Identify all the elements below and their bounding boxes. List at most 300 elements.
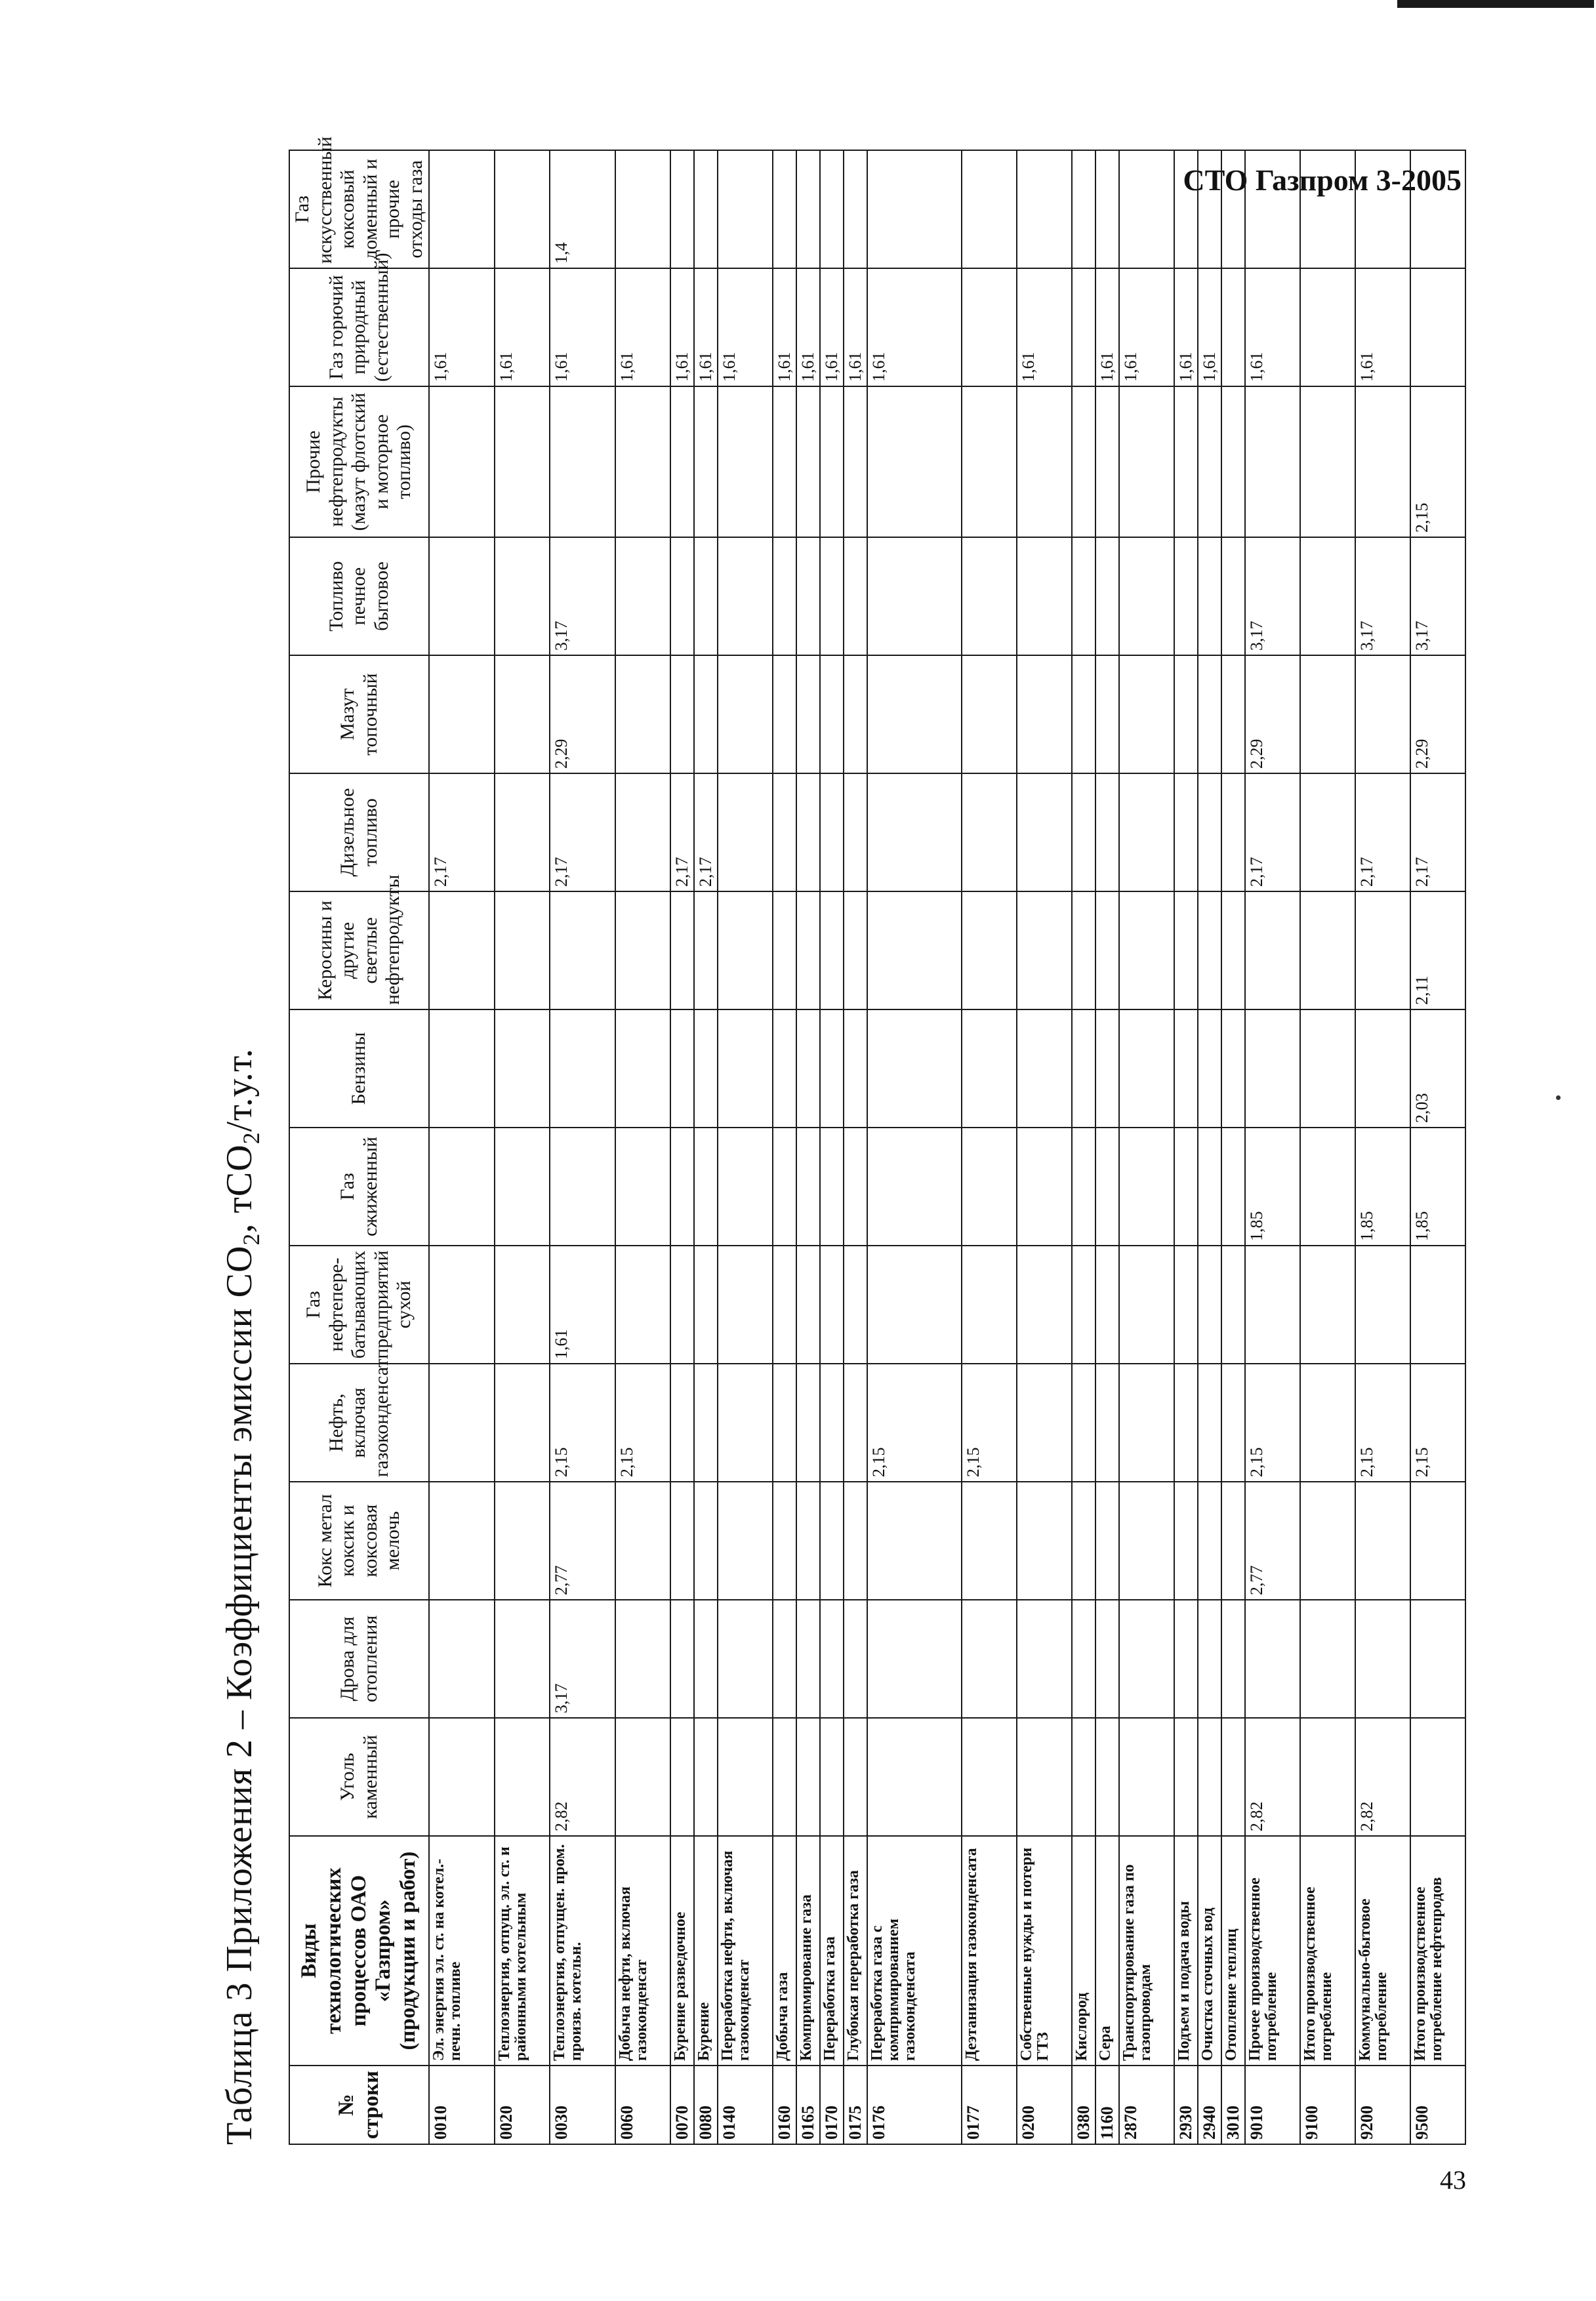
coefficient-cell: 2,15 <box>1410 1364 1465 1482</box>
coefficient-cell <box>867 1128 962 1246</box>
coefficient-cell <box>1245 1009 1300 1128</box>
coefficient-cell <box>1410 268 1465 386</box>
coefficient-cell <box>1300 150 1355 268</box>
coefficient-cell: 1,61 <box>1017 268 1072 386</box>
coefficient-cell <box>1017 1246 1072 1364</box>
row-code: 2870 <box>1119 2066 1174 2144</box>
coefficient-cell <box>495 537 550 655</box>
coefficient-cell: 1,61 <box>1245 268 1300 386</box>
coefficient-cell: 1,4 <box>550 150 615 268</box>
caption-unit: , тСО <box>219 1144 260 1233</box>
column-header: Газ горючий природный (естественный) <box>289 268 429 386</box>
coefficient-cell <box>796 1364 820 1482</box>
coefficient-cell <box>820 1009 844 1128</box>
coefficient-cell <box>844 1009 867 1128</box>
coefficient-cell <box>773 1600 796 1718</box>
coefficient-cell <box>844 1364 867 1482</box>
coefficient-cell <box>1355 655 1410 773</box>
row-process-name: Компримирование газа <box>796 1836 820 2066</box>
coefficient-cell <box>1355 891 1410 1009</box>
row-process-name: Теплоэнергия, отпущ. эл. ст. и районными котельным <box>495 1836 550 2066</box>
coefficient-cell <box>1355 150 1410 268</box>
coefficient-cell <box>1119 1128 1174 1246</box>
coefficient-cell <box>495 1482 550 1600</box>
coefficient-cell: 2,15 <box>1410 386 1465 537</box>
coefficient-cell <box>1300 1128 1355 1246</box>
coefficient-cell <box>820 1246 844 1364</box>
coefficient-cell: 1,61 <box>1355 268 1410 386</box>
coefficient-cell <box>867 1246 962 1364</box>
coefficient-cell <box>962 1718 1017 1836</box>
coefficient-cell <box>694 386 718 537</box>
coefficient-cell <box>1017 1009 1072 1128</box>
coefficient-cell: 2,15 <box>550 1364 615 1482</box>
coefficient-cell <box>1174 773 1198 891</box>
coefficient-cell <box>844 773 867 891</box>
coefficient-cell: 2,17 <box>1410 773 1465 891</box>
coefficient-cell <box>495 1364 550 1482</box>
coefficient-cell <box>718 1600 773 1718</box>
scan-speck <box>1556 1095 1561 1100</box>
coefficient-cell <box>1072 1718 1095 1836</box>
table-row <box>550 150 615 2144</box>
row-process-name: Глубокая переработка газа <box>844 1836 867 2066</box>
coefficient-cell <box>615 773 670 891</box>
coefficient-cell: 3,17 <box>1410 537 1465 655</box>
coefficient-cell <box>718 1009 773 1128</box>
coefficient-cell <box>670 1364 694 1482</box>
coefficient-cell <box>495 1718 550 1836</box>
coefficient-cell <box>718 1718 773 1836</box>
coefficient-cell <box>1017 655 1072 773</box>
row-code: 0160 <box>773 2066 796 2144</box>
coefficient-cell: 1,61 <box>1119 268 1174 386</box>
coefficient-cell <box>1119 1246 1174 1364</box>
coefficient-cell <box>1300 537 1355 655</box>
coefficient-cell <box>867 773 962 891</box>
row-process-name: Эл. энергия эл. ст. на котел.-печн. топливе <box>429 1836 495 2066</box>
column-header: Дизельное топливо <box>289 773 429 891</box>
coefficient-cell <box>694 150 718 268</box>
coefficient-cell <box>796 1009 820 1128</box>
coefficient-cell <box>670 1600 694 1718</box>
coefficient-cell <box>962 150 1017 268</box>
coefficient-cell <box>1072 1246 1095 1364</box>
row-process-name: Кислород <box>1072 1836 1095 2066</box>
caption-prefix: Таблица 3 Приложения 2 – Коэффициенты эмиссии СО <box>219 1245 260 2145</box>
table-row <box>615 150 670 2144</box>
coefficient-cell <box>844 1600 867 1718</box>
coefficient-cell: 1,61 <box>1095 268 1119 386</box>
coefficient-cell <box>962 1246 1017 1364</box>
coefficient-cell: 1,61 <box>796 268 820 386</box>
row-process-name: Переработка газа <box>820 1836 844 2066</box>
coefficient-cell <box>867 1600 962 1718</box>
coefficient-cell <box>867 386 962 537</box>
column-header: Дрова для отопления <box>289 1600 429 1718</box>
coefficient-cell <box>1072 891 1095 1009</box>
coefficient-cell <box>615 1482 670 1600</box>
coefficient-cell: 2,15 <box>962 1364 1017 1482</box>
coefficient-cell <box>1221 386 1245 537</box>
coefficient-cell: 1,85 <box>1410 1128 1465 1246</box>
coefficient-cell <box>1198 1600 1221 1718</box>
coefficient-cell: 1,61 <box>495 268 550 386</box>
coefficient-cell <box>1174 386 1198 537</box>
coefficient-cell <box>429 537 495 655</box>
coefficient-cell: 3,17 <box>1355 537 1410 655</box>
coefficient-cell <box>670 1009 694 1128</box>
coefficient-cell <box>718 386 773 537</box>
caption-sub2: 2 <box>238 1131 265 1145</box>
coefficient-cell: 1,61 <box>694 268 718 386</box>
coefficient-cell <box>844 891 867 1009</box>
coefficient-cell: 2,11 <box>1410 891 1465 1009</box>
coefficient-cell <box>718 891 773 1009</box>
coefficient-cell <box>844 386 867 537</box>
coefficient-cell <box>844 1246 867 1364</box>
coefficient-cell <box>1198 1364 1221 1482</box>
coefficient-cell <box>670 537 694 655</box>
coefficient-cell <box>1221 1718 1245 1836</box>
coefficient-cell <box>820 1718 844 1836</box>
coefficient-cell <box>1017 1364 1072 1482</box>
coefficient-cell <box>962 537 1017 655</box>
coefficient-cell: 2,29 <box>1245 655 1300 773</box>
coefficient-cell <box>429 655 495 773</box>
coefficient-cell: 2,15 <box>615 1364 670 1482</box>
coefficient-cell <box>796 655 820 773</box>
coefficient-cell <box>1355 386 1410 537</box>
coefficient-cell: 1,85 <box>1245 1128 1300 1246</box>
coefficient-cell <box>820 386 844 537</box>
coefficient-cell <box>1119 386 1174 537</box>
coefficient-cell <box>867 150 962 268</box>
row-process-name: Итого производственное потребление нефтепродов <box>1410 1836 1465 2066</box>
coefficient-cell <box>773 1482 796 1600</box>
coefficient-cell <box>718 1482 773 1600</box>
table-row <box>670 150 694 2144</box>
coefficient-cell <box>1355 1009 1410 1128</box>
coefficient-cell <box>796 773 820 891</box>
coefficient-cell <box>429 1718 495 1836</box>
coefficient-cell <box>1174 1128 1198 1246</box>
coefficient-cell <box>429 150 495 268</box>
coefficient-cell <box>1119 150 1174 268</box>
table-row <box>495 150 550 2144</box>
coefficient-cell <box>796 1128 820 1246</box>
coefficient-cell <box>1300 1009 1355 1128</box>
coefficient-cell: 3,17 <box>550 537 615 655</box>
coefficient-cell: 2,17 <box>1245 773 1300 891</box>
coefficient-cell <box>1198 1128 1221 1246</box>
coefficient-cell <box>670 386 694 537</box>
coefficient-cell <box>1245 891 1300 1009</box>
coefficient-cell <box>718 773 773 891</box>
table-row <box>1410 150 1465 2144</box>
coefficient-cell <box>1174 1364 1198 1482</box>
coefficient-cell <box>796 1482 820 1600</box>
table-row <box>1198 150 1221 2144</box>
coefficient-cell: 2,77 <box>1245 1482 1300 1600</box>
coefficient-cell <box>1221 150 1245 268</box>
coefficient-cell <box>820 773 844 891</box>
coefficient-cell <box>773 773 796 891</box>
coefficient-cell <box>1355 1246 1410 1364</box>
coefficient-cell <box>495 773 550 891</box>
coefficient-cell <box>820 1128 844 1246</box>
coefficient-cell: 2,29 <box>1410 655 1465 773</box>
coefficient-cell <box>615 537 670 655</box>
coefficient-cell <box>1119 773 1174 891</box>
row-process-name: Отопление теплиц <box>1221 1836 1245 2066</box>
coefficient-cell <box>820 150 844 268</box>
coefficient-cell <box>1017 537 1072 655</box>
coefficient-cell: 1,61 <box>820 268 844 386</box>
coefficient-cell <box>718 1364 773 1482</box>
coefficient-cell <box>1221 1009 1245 1128</box>
coefficient-cell <box>550 1128 615 1246</box>
coefficient-cell: 2,17 <box>550 773 615 891</box>
column-header: Мазут топочный <box>289 655 429 773</box>
coefficient-cell <box>1355 1482 1410 1600</box>
row-process-name: Подъем и подача воды <box>1174 1836 1198 2066</box>
coefficient-cell <box>1095 1364 1119 1482</box>
coefficient-cell <box>1095 1600 1119 1718</box>
coefficient-cell <box>429 1246 495 1364</box>
coefficient-cell: 2,03 <box>1410 1009 1465 1128</box>
coefficient-cell <box>1300 268 1355 386</box>
coefficient-cell <box>670 1718 694 1836</box>
coefficient-cell <box>1198 1482 1221 1600</box>
table-row <box>1017 150 1072 2144</box>
coefficient-cell: 2,15 <box>867 1364 962 1482</box>
coefficient-cell <box>773 150 796 268</box>
coefficient-cell <box>615 1246 670 1364</box>
coefficient-cell <box>1119 1600 1174 1718</box>
table-row <box>1072 150 1095 2144</box>
coefficient-cell <box>1095 1718 1119 1836</box>
caption-tail: /т.у.т. <box>219 1048 260 1132</box>
coefficient-cell <box>429 1600 495 1718</box>
coefficient-cell <box>495 1128 550 1246</box>
coefficient-cell <box>1095 655 1119 773</box>
row-code: 0176 <box>867 2066 962 2144</box>
row-code: 0080 <box>694 2066 718 2144</box>
coefficient-cell <box>1300 655 1355 773</box>
column-header: Газ сжиженный <box>289 1128 429 1246</box>
table-caption <box>197 256 282 2145</box>
coefficient-cell <box>670 1246 694 1364</box>
coefficient-cell <box>1095 1482 1119 1600</box>
row-code: 0140 <box>718 2066 773 2144</box>
coefficient-cell <box>694 891 718 1009</box>
coefficient-cell <box>1245 386 1300 537</box>
coefficient-cell <box>694 1128 718 1246</box>
coefficient-cell <box>495 891 550 1009</box>
coefficient-cell: 3,17 <box>550 1600 615 1718</box>
coefficient-cell <box>429 1009 495 1128</box>
coefficients-table <box>289 136 1466 2145</box>
coefficient-cell <box>844 1128 867 1246</box>
coefficient-cell <box>694 537 718 655</box>
coefficient-cell <box>1198 1718 1221 1836</box>
coefficient-cell <box>796 1246 820 1364</box>
coefficient-cell <box>1355 1600 1410 1718</box>
coefficient-cell <box>844 655 867 773</box>
coefficient-cell <box>820 1364 844 1482</box>
coefficient-cell <box>615 150 670 268</box>
coefficient-cell <box>1017 1128 1072 1246</box>
coefficient-cell <box>1119 1718 1174 1836</box>
coefficient-cell <box>820 1482 844 1600</box>
coefficient-cell <box>1174 655 1198 773</box>
row-code: 0170 <box>820 2066 844 2144</box>
coefficient-cell <box>694 1482 718 1600</box>
coefficient-cell <box>1245 150 1300 268</box>
column-header: Газ искусственный коксовый доменный и прочие отходы газа <box>289 150 429 268</box>
column-header: № строки <box>289 2066 429 2144</box>
coefficient-cell <box>670 1482 694 1600</box>
table-row <box>844 150 867 2144</box>
coefficient-cell <box>694 1364 718 1482</box>
coefficient-cell <box>550 1009 615 1128</box>
coefficient-cell <box>1072 386 1095 537</box>
row-code: 0165 <box>796 2066 820 2144</box>
row-code: 0010 <box>429 2066 495 2144</box>
coefficient-cell <box>820 1600 844 1718</box>
coefficient-cell <box>1017 891 1072 1009</box>
coefficient-cell <box>670 891 694 1009</box>
coefficient-cell <box>1017 386 1072 537</box>
coefficient-cell <box>844 1482 867 1600</box>
coefficient-cell <box>1095 537 1119 655</box>
coefficient-cell <box>1095 150 1119 268</box>
coefficient-cell <box>1072 268 1095 386</box>
coefficient-cell <box>1300 1364 1355 1482</box>
coefficient-cell <box>1017 1482 1072 1600</box>
coefficient-cell <box>1072 1128 1095 1246</box>
coefficient-cell <box>429 1128 495 1246</box>
coefficient-cell <box>1300 1718 1355 1836</box>
table-row <box>773 150 796 2144</box>
coefficient-cell <box>1119 891 1174 1009</box>
coefficient-cell <box>1072 773 1095 891</box>
coefficient-cell <box>962 268 1017 386</box>
coefficient-cell: 1,61 <box>429 268 495 386</box>
table-row <box>1355 150 1410 2144</box>
column-header: Уголь каменный <box>289 1718 429 1836</box>
coefficient-cell <box>615 1600 670 1718</box>
table-row <box>867 150 962 2144</box>
coefficient-cell: 3,17 <box>1245 537 1300 655</box>
row-code: 0177 <box>962 2066 1017 2144</box>
table-row <box>796 150 820 2144</box>
coefficient-cell <box>1119 1482 1174 1600</box>
column-header: Кокс метал коксик и коксовая мелочь <box>289 1482 429 1600</box>
coefficient-cell <box>495 150 550 268</box>
coefficient-cell <box>844 537 867 655</box>
coefficient-cell: 2,77 <box>550 1482 615 1600</box>
coefficient-cell <box>615 655 670 773</box>
row-code: 0070 <box>670 2066 694 2144</box>
coefficient-cell <box>1174 537 1198 655</box>
coefficient-cell <box>1221 655 1245 773</box>
coefficient-cell: 1,61 <box>550 268 615 386</box>
row-code: 3010 <box>1221 2066 1245 2144</box>
coefficient-cell <box>718 655 773 773</box>
coefficient-cell <box>615 1009 670 1128</box>
coefficient-cell <box>1410 1482 1465 1600</box>
coefficient-cell <box>1300 1482 1355 1600</box>
coefficient-cell <box>1410 1246 1465 1364</box>
coefficient-cell <box>773 1718 796 1836</box>
coefficient-cell <box>962 891 1017 1009</box>
coefficient-cell <box>1072 1482 1095 1600</box>
table-row <box>1095 150 1119 2144</box>
coefficient-cell <box>429 1364 495 1482</box>
coefficient-cell <box>773 1128 796 1246</box>
coefficient-cell <box>1095 1128 1119 1246</box>
coefficient-cell: 2,17 <box>429 773 495 891</box>
coefficient-cell <box>1410 1718 1465 1836</box>
coefficient-cell <box>495 1009 550 1128</box>
row-process-name: Переработка газа с компримированием газоконденсата <box>867 1836 962 2066</box>
coefficient-cell <box>694 1246 718 1364</box>
coefficient-cell <box>429 386 495 537</box>
row-code: 0020 <box>495 2066 550 2144</box>
coefficient-cell <box>796 891 820 1009</box>
row-code: 0380 <box>1072 2066 1095 2144</box>
table-row <box>1174 150 1198 2144</box>
coefficient-cell: 2,17 <box>670 773 694 891</box>
coefficient-cell <box>796 150 820 268</box>
row-process-name: Очистка сточных вод <box>1198 1836 1221 2066</box>
row-process-name: Итого производственное потребление <box>1300 1836 1355 2066</box>
coefficient-cell: 2,29 <box>550 655 615 773</box>
coefficient-cell <box>844 1718 867 1836</box>
coefficient-cell: 2,82 <box>1245 1718 1300 1836</box>
coefficient-cell <box>820 655 844 773</box>
coefficient-cell <box>773 386 796 537</box>
coefficient-cell <box>1095 1009 1119 1128</box>
coefficient-cell <box>1119 537 1174 655</box>
row-process-name: Бурение разведочное <box>670 1836 694 2066</box>
coefficient-cell <box>1300 386 1355 537</box>
coefficient-cell <box>962 386 1017 537</box>
coefficient-cell <box>962 1009 1017 1128</box>
coefficient-cell <box>1072 1364 1095 1482</box>
coefficient-cell: 1,61 <box>718 268 773 386</box>
coefficient-cell <box>615 891 670 1009</box>
row-process-name: Сера <box>1095 1836 1119 2066</box>
coefficient-cell <box>1174 891 1198 1009</box>
coefficient-cell <box>1198 537 1221 655</box>
coefficient-cell <box>796 537 820 655</box>
coefficient-cell <box>962 1128 1017 1246</box>
coefficient-cell <box>670 655 694 773</box>
coefficient-cell <box>773 1246 796 1364</box>
row-code: 0200 <box>1017 2066 1072 2144</box>
coefficient-cell <box>1072 655 1095 773</box>
table-row <box>820 150 844 2144</box>
coefficient-cell <box>1095 891 1119 1009</box>
coefficient-cell <box>1221 1364 1245 1482</box>
coefficient-cell <box>1017 150 1072 268</box>
coefficient-cell: 1,61 <box>773 268 796 386</box>
coefficient-cell <box>773 1364 796 1482</box>
coefficient-cell <box>773 537 796 655</box>
